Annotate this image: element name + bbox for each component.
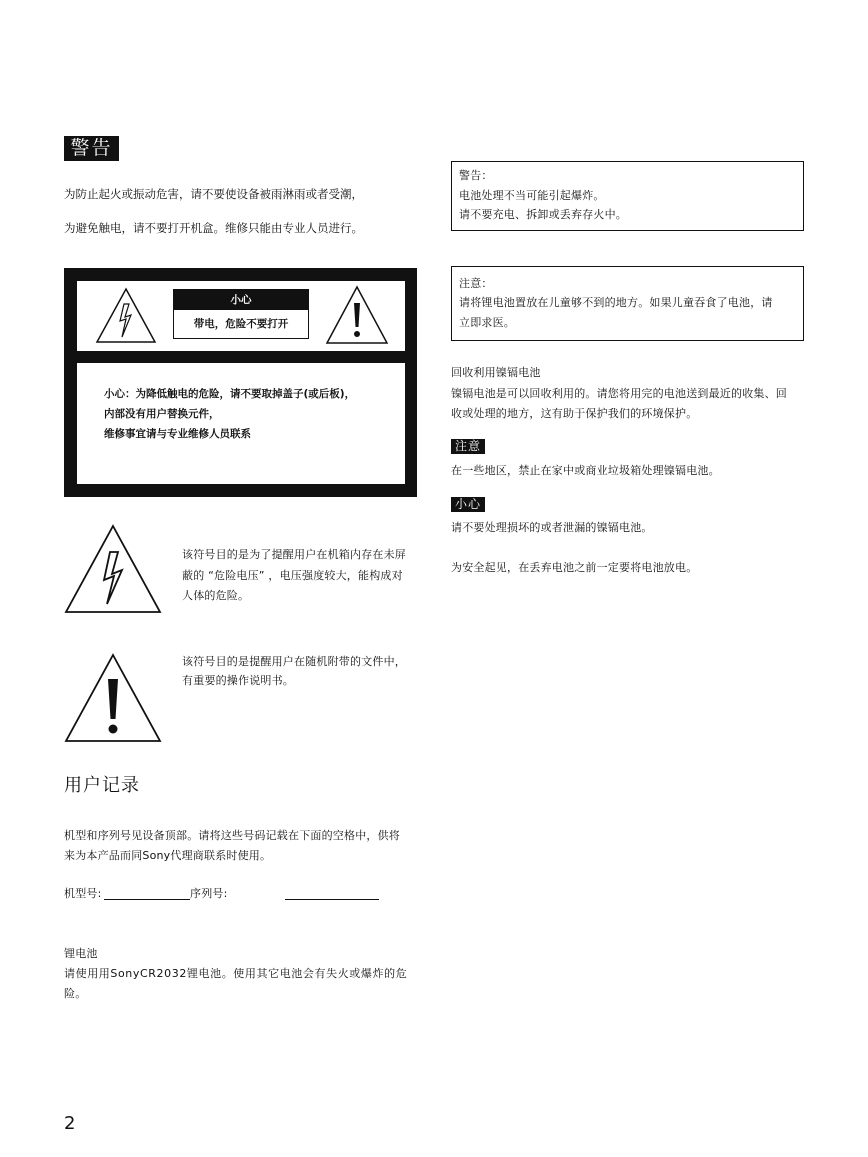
safety-text: 为安全起见，在丢弃电池之前一定要将电池放电。 xyxy=(451,561,698,574)
serial-number-label: 序列号: xyxy=(190,887,228,900)
exclaim-desc-2: 有重要的操作说明书。 xyxy=(182,674,294,687)
caution-text-1: 小心：为降低触电的危险，请不要取掉盖子(或后板)， xyxy=(104,388,356,400)
caution-tag: 小心 xyxy=(451,497,485,512)
lithium-text-2: 险。 xyxy=(64,987,87,1000)
warning-title: 警告 xyxy=(64,136,119,161)
lithium-text-1: 请使用用SonyCR2032锂电池。使用其它电池会有失火或爆炸的危 xyxy=(64,967,408,980)
recycle-line-1: 镍镉电池是可以回收利用的。请您将用完的电池送到最近的收集、回 xyxy=(451,387,787,400)
user-record-text-2: 来为本产品而同Sony代理商联系时使用。 xyxy=(64,849,272,862)
lightning-desc-3: 人体的危险。 xyxy=(182,589,250,602)
caution-text-2: 内部没有用户替换元件， xyxy=(104,408,220,420)
model-number-label: 机型号: xyxy=(64,887,102,900)
caution-label-body: 带电，危险不要打开 xyxy=(193,318,289,330)
warning-line-1: 为防止起火或振动危害，请不要使设备被雨淋雨或者受潮， xyxy=(64,187,363,201)
lightning-symbol-icon xyxy=(64,524,162,614)
battery-notice-line-1: 请将锂电池置放在儿童够不到的地方。如果儿童吞食了电池，请 xyxy=(459,296,773,309)
battery-notice-title: 注意： xyxy=(459,277,493,290)
model-number-blank xyxy=(104,899,190,900)
exclaim-desc-1: 该符号目的是提醒用户在随机附带的文件中， xyxy=(182,655,406,668)
lithium-title: 锂电池 xyxy=(64,947,98,960)
caution-text-3: 维修事宜请与专业维修人员联系 xyxy=(104,428,251,440)
lightning-desc-2: 蔽的 “危险电压” ，电压强度较大，能构成对 xyxy=(182,569,403,582)
caution-tag-text: 请不要处理损坏的或者泄漏的镍镉电池。 xyxy=(451,521,653,534)
battery-warning-line-1: 电池处理不当可能引起爆炸。 xyxy=(459,189,605,202)
battery-notice-line-2: 立即求医。 xyxy=(459,316,515,329)
user-record-text-1: 机型和序列号见设备顶部。请将这些号码记载在下面的空格中，供将 xyxy=(64,829,400,842)
lightning-warning-icon xyxy=(95,287,157,344)
note-tag: 注意 xyxy=(451,439,485,454)
caution-label xyxy=(173,289,309,339)
battery-warning-line-2: 请不要充电、拆卸或丢弃存火中。 xyxy=(459,208,627,221)
serial-number-blank xyxy=(285,899,379,900)
recycle-title: 回收利用镍镉电池 xyxy=(451,366,541,379)
user-record-title: 用户记录 xyxy=(64,775,140,796)
exclamation-symbol-icon xyxy=(64,653,162,743)
battery-warning-title: 警告： xyxy=(459,169,493,182)
warning-line-2: 为避免触电，请不要打开机盒。维修只能由专业人员进行。 xyxy=(64,221,363,235)
exclamation-warning-icon xyxy=(325,285,389,345)
note-text: 在一些地区，禁止在家中或商业垃圾箱处理镍镉电池。 xyxy=(451,464,720,477)
lightning-desc-1: 该符号目的是为了提醒用户在机箱内存在未屏 xyxy=(182,548,406,561)
caution-label-head: 小心 xyxy=(174,290,308,310)
recycle-line-2: 收或处理的地方，这有助于保护我们的环境保护。 xyxy=(451,407,698,420)
page-number: 2 xyxy=(64,1113,76,1134)
